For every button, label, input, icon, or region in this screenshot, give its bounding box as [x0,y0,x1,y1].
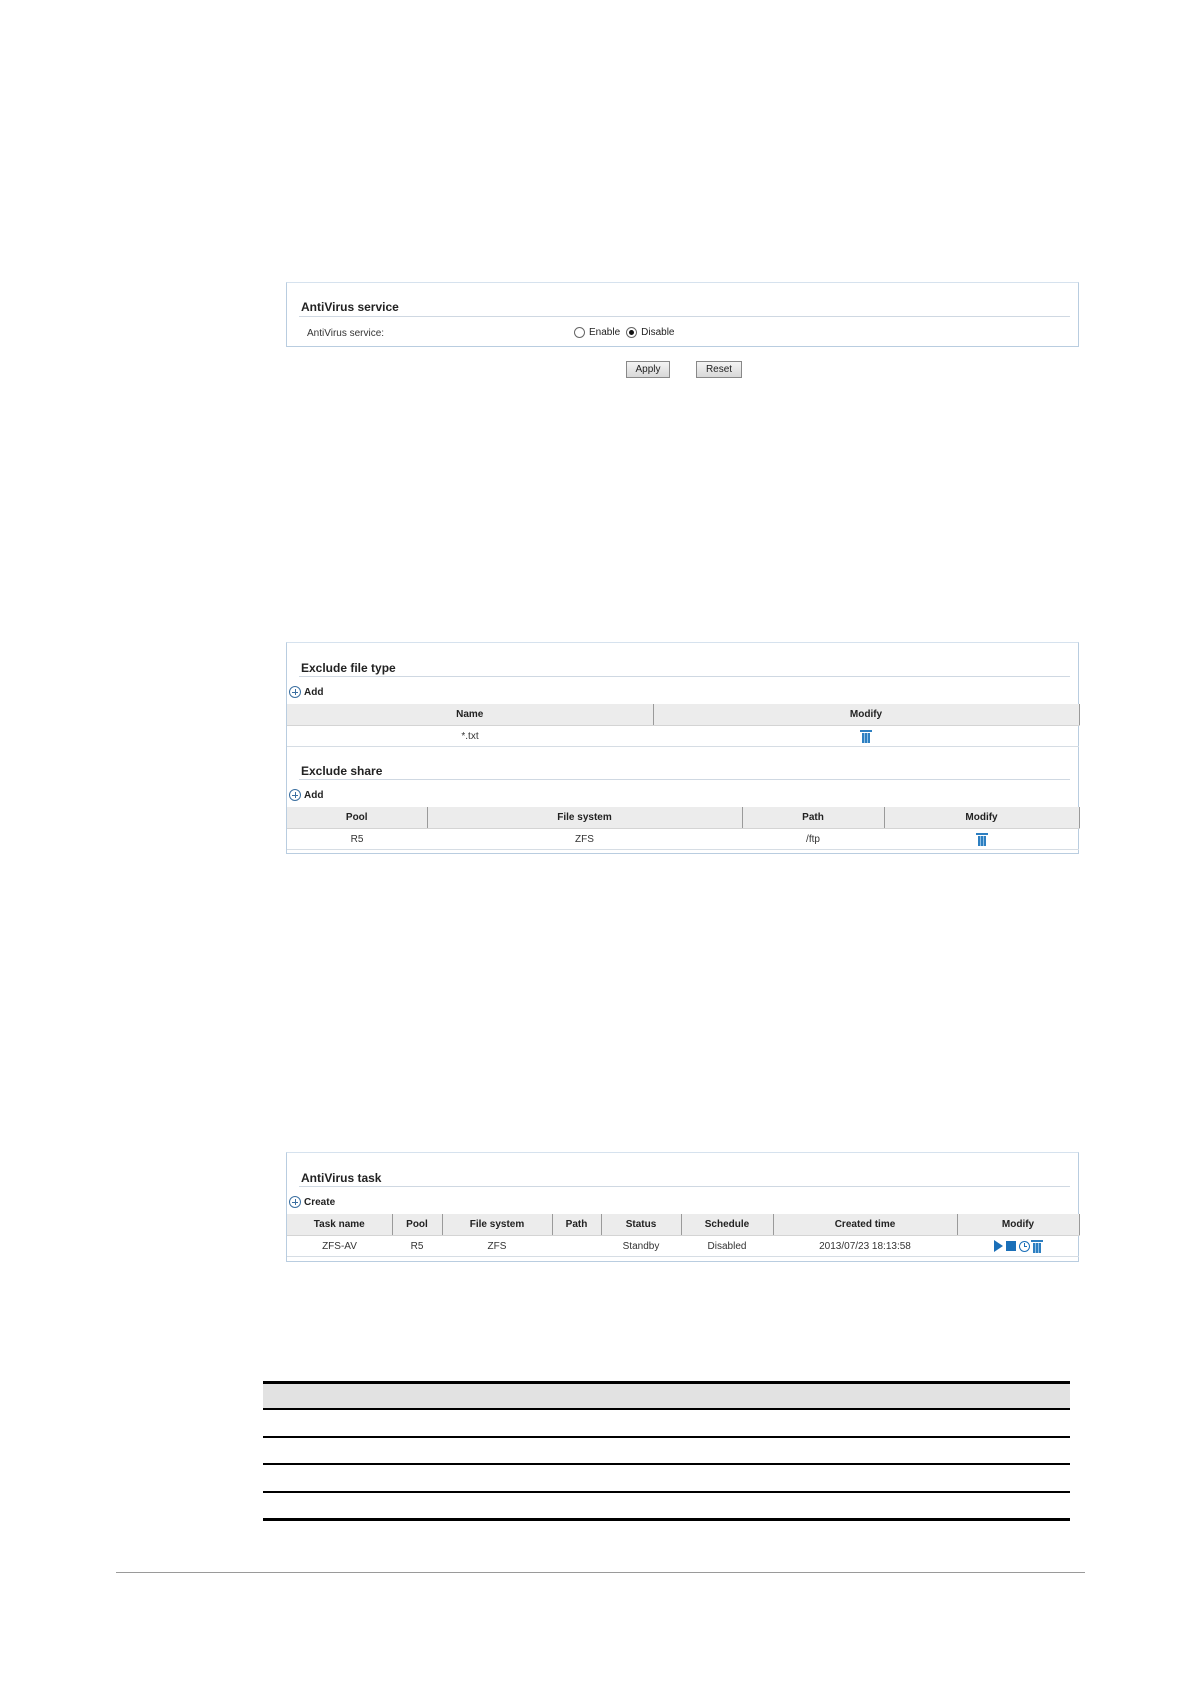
apply-button[interactable]: Apply [626,361,670,378]
table-rule [263,1381,1070,1384]
table-header-row [287,807,1079,829]
page-footer-rule [116,1572,1085,1573]
cell-modify [884,829,1079,850]
exclude-panel [286,642,1079,854]
title-divider [299,779,1070,780]
antivirus-task-title: AntiVirus task [301,1171,382,1185]
table-rule [263,1518,1070,1521]
exclude-file-type-table [287,704,1080,747]
cell-modify [653,726,1079,747]
table-rule [263,1463,1070,1465]
column-header-schedule: Schedule [681,1214,773,1236]
exclude-share-table [287,807,1080,850]
cell-created-time: 2013/07/23 18:13:58 [773,1236,957,1257]
table-rule [263,1408,1070,1410]
column-header-created-time: Created time [773,1214,957,1236]
trash-icon[interactable] [977,833,987,846]
cell-task-name: ZFS-AV [287,1236,392,1257]
antivirus-service-title: AntiVirus service [301,300,399,314]
cell-file-system: ZFS [427,829,742,850]
plus-circle-icon [289,1196,301,1208]
column-header-name: Name [287,704,653,726]
antivirus-task-panel [286,1152,1079,1262]
column-header-pool: Pool [392,1214,442,1236]
table-header-band [263,1383,1070,1409]
trash-icon[interactable] [861,730,871,743]
create-task-button[interactable] [289,1196,335,1208]
antivirus-service-radio-group [574,327,681,338]
table-row [287,1236,1079,1257]
cell-name: *.txt [287,726,653,747]
cell-pool: R5 [392,1236,442,1257]
enable-radio-label[interactable]: Enable [589,327,621,338]
column-header-modify: Modify [957,1214,1079,1236]
table-rule [263,1436,1070,1438]
table-row [287,726,1079,747]
reset-button[interactable]: Reset [696,361,742,378]
play-icon[interactable] [994,1240,1003,1252]
add-file-type-button[interactable] [289,686,323,698]
add-file-type-label[interactable]: Add [304,686,324,698]
column-header-file-system: File system [427,807,742,829]
table-rule [263,1491,1070,1493]
cell-status: Standby [601,1236,681,1257]
plus-circle-icon [289,686,301,698]
cell-path [552,1236,601,1257]
column-header-path: Path [742,807,884,829]
cell-modify [957,1236,1079,1257]
exclude-share-title: Exclude share [301,764,383,778]
cell-file-system: ZFS [442,1236,552,1257]
table-row [287,829,1079,850]
antivirus-service-panel [286,282,1079,347]
cell-pool: R5 [287,829,427,850]
title-divider [299,316,1070,317]
plus-circle-icon [289,789,301,801]
stop-icon[interactable] [1006,1241,1016,1251]
enable-radio[interactable] [574,327,585,338]
exclude-file-type-title: Exclude file type [301,661,396,675]
cell-path: /ftp [742,829,884,850]
title-divider [299,1186,1070,1187]
create-task-label[interactable]: Create [304,1196,336,1208]
disable-radio[interactable] [626,327,637,338]
trash-icon[interactable] [1032,1240,1042,1253]
column-header-modify: Modify [653,704,1079,726]
disable-radio-label[interactable]: Disable [641,327,675,338]
column-header-pool: Pool [287,807,427,829]
cell-schedule: Disabled [681,1236,773,1257]
title-divider [299,676,1070,677]
antivirus-task-table [287,1214,1080,1257]
column-header-status: Status [601,1214,681,1236]
column-header-file-system: File system [442,1214,552,1236]
column-header-path: Path [552,1214,601,1236]
add-share-button[interactable] [289,789,323,801]
clock-icon[interactable] [1019,1241,1030,1252]
column-header-modify: Modify [884,807,1079,829]
add-share-label[interactable]: Add [304,789,324,801]
table-header-row [287,704,1079,726]
table-header-row [287,1214,1079,1236]
antivirus-service-label: AntiVirus service: [307,328,385,339]
column-header-task-name: Task name [287,1214,392,1236]
